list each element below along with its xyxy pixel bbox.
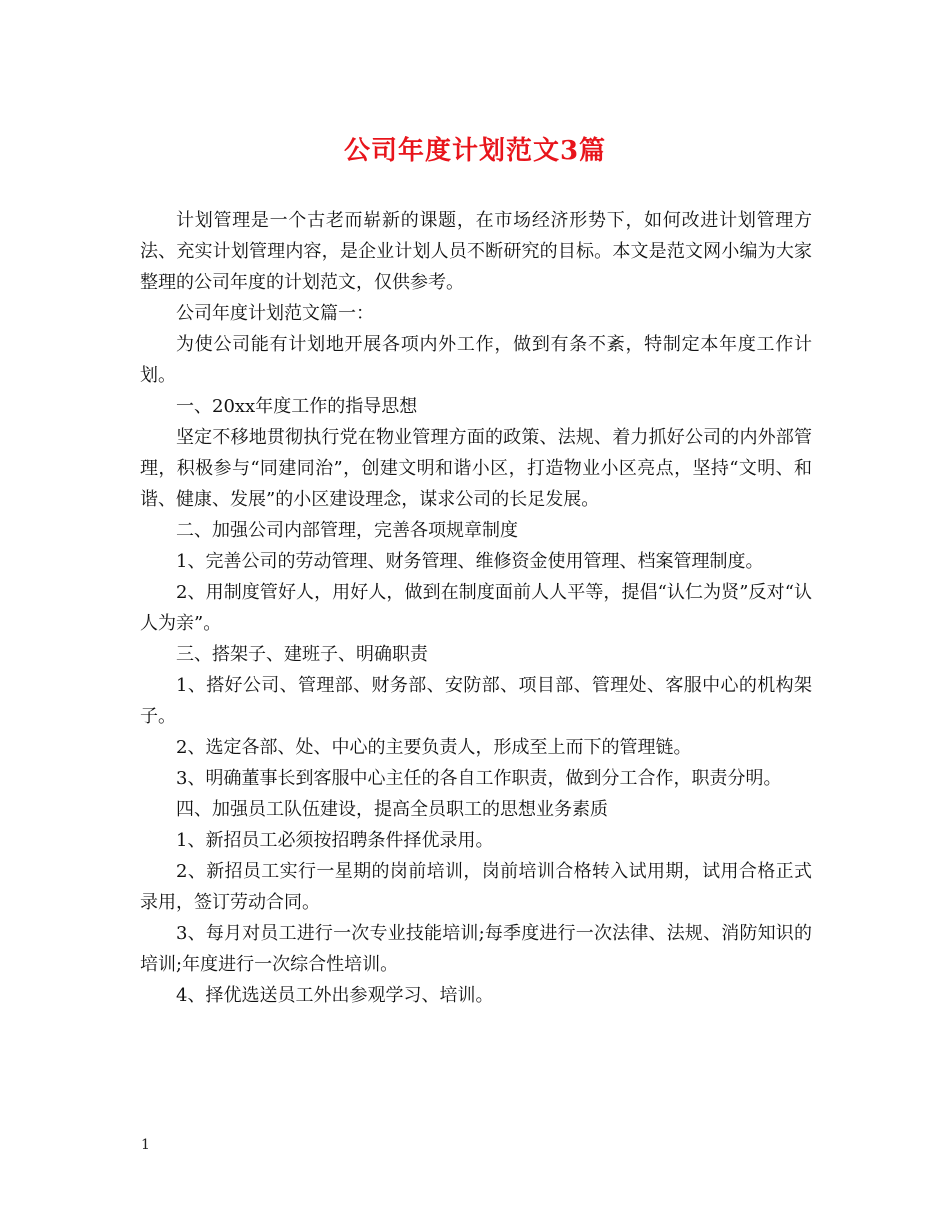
paragraph: 坚定不移地贯彻执行党在物业管理方面的政策、法规、着力抓好公司的内外部管理，积极参与“同建同治”，创建文明和谐小区，打造物业小区亮点，坚持“文明、和谐、健康、发展”的小区建设理念，谋求公司的长足发展。 bbox=[140, 427, 812, 510]
section-heading: 四、加强员工队伍建设，提高全员职工的思想业务素质 bbox=[176, 799, 608, 820]
document-title: 公司年度计划范文3篇 bbox=[343, 136, 607, 166]
document-body bbox=[140, 205, 812, 1011]
page-number: 1 bbox=[141, 1137, 150, 1153]
list-item: 3、明确董事长到客服中心主任的各自工作职责，做到分工合作，职责分明。 bbox=[176, 768, 782, 789]
list-item: 1、搭好公司、管理部、财务部、安防部、项目部、管理处、客服中心的机构架子。 bbox=[140, 675, 812, 727]
paragraph: 为使公司能有计划地开展各项内外工作，做到有条不紊，特制定本年度工作计划。 bbox=[140, 334, 812, 386]
list-item: 2、用制度管好人，用好人，做到在制度面前人人平等，提倡“认仁为贤”反对“认人为亲”。 bbox=[140, 582, 812, 634]
list-item: 2、选定各部、处、中心的主要负责人，形成至上而下的管理链。 bbox=[176, 737, 692, 758]
section-heading: 二、加强公司内部管理，完善各项规章制度 bbox=[176, 520, 518, 541]
paragraph: 计划管理是一个古老而崭新的课题，在市场经济形势下，如何改进计划管理方法、充实计划管理内容，是企业计划人员不断研究的目标。本文是范文网小编为大家整理的公司年度的计划范文，仅供参考。 bbox=[140, 210, 812, 293]
list-item: 2、新招员工实行一星期的岗前培训，岗前培训合格转入试用期，试用合格正式录用，签订劳动合同。 bbox=[140, 861, 812, 913]
list-item: 3、每月对员工进行一次专业技能培训;每季度进行一次法律、法规、消防知识的培训;年度进行一次综合性培训。 bbox=[140, 923, 812, 975]
section-heading: 三、搭架子、建班子、明确职责 bbox=[176, 644, 428, 665]
list-item: 1、完善公司的劳动管理、财务管理、维修资金使用管理、档案管理制度。 bbox=[176, 551, 764, 572]
list-item: 4、择优选送员工外出参观学习、培训。 bbox=[176, 985, 494, 1006]
section-heading: 一、20xx年度工作的指导思想 bbox=[176, 396, 418, 417]
paragraph: 公司年度计划范文篇一： bbox=[176, 303, 374, 324]
list-item: 1、新招员工必须按招聘条件择优录用。 bbox=[176, 830, 494, 851]
